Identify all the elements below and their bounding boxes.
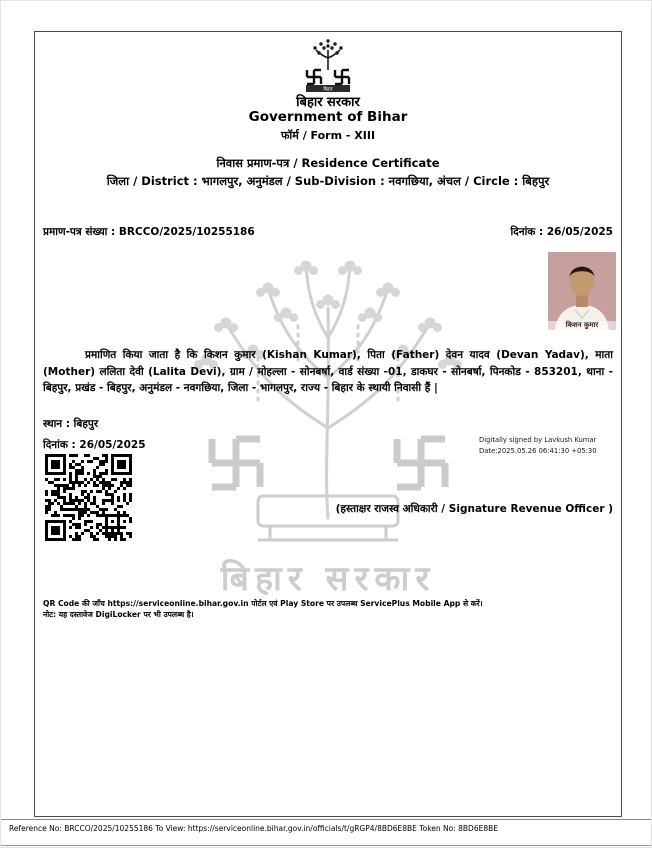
emblem-tree-trunk [316,50,340,70]
digital-signature-text [479,435,597,456]
signature-officer-label: (हस्ताक्षर राजस्व अधिकारी / Signature Revenue Officer ) [335,503,613,515]
swastika-icon [212,439,260,487]
certificate-number: प्रमाण-पत्र संख्या : BRCCO/2025/10255186 [43,226,255,238]
certificate-body-text: प्रमाणित किया जाता है कि किशन कुमार (Kishan Kumar), पिता (Father) देवन यादव (Devan Yadav), माता (Mother) ललिता देवी (Lalita Devi), ग्राम / मोहल्ला - सोनबर्षा, वार्ड संख्या -01, डाकघर - सोनबर्षा, पिनकोड - 853201, थाना - बिहपुर, प्रखंड - बिहपुर, अनुमंडल - नवगछिया, जिला - भागलपुर, राज्य - बिहार के स्थायी निवासी हैं | [43,349,613,394]
meta-row [43,225,613,239]
digilocker-note: नोट: यह दस्तावेज DigiLocker पर भी उपलब्ध है। [43,610,194,620]
reference-bar: Reference No: BRCCO/2025/10255186 To View: https://serviceonline.bihar.gov.in/officials/t/gRGP4/8BD6E8BE Token No: 8BD6E8BE [9,824,499,833]
bihar-emblem-logo [299,36,357,92]
page-bottom-edge [1,845,651,846]
certificate-title: निवास प्रमाण-पत्र / Residence Certificate [216,156,440,170]
applicant-portrait-image [548,252,616,330]
notes-block [43,598,613,621]
swastika-icon [397,439,445,487]
qr-verification-note: QR Code की जाँच https://serviceonline.bihar.gov.in पोर्टल एवं Play Store पर उपलब्ध ServicePlus Mobile App से करें। [43,599,483,608]
watermark-text: बिहार सरकार [220,559,436,599]
place-line: स्थान : बिहपुर [43,418,99,430]
applicant-photo-caption: किशन कुमार [548,321,616,330]
applicant-photo [548,252,616,330]
qr-code [43,452,135,544]
org-name-english: Government of Bihar [248,109,408,125]
emblem-ribbon-text: बिहार [323,87,333,92]
swastika-icon [335,70,349,84]
date-line: दिनांक : 26/05/2025 [43,439,146,451]
certificate-document [34,31,622,817]
issue-date: दिनांक : 26/05/2025 [510,226,613,238]
form-number-line: फॉर्म / Form - XIII [280,129,376,142]
digital-signature-line1: Digitally signed by Lavkush Kumar [479,436,597,444]
watermark-emblem [108,218,548,638]
footer-divider [1,819,651,820]
digital-signature-line2: Date:2025.05.26 06:41:30 +05:30 [479,446,597,455]
org-name-hindi: बिहार सरकार [296,95,360,110]
jurisdiction-line: जिला / District : भागलपुर, अनुमंडल / Sub-Division : नवगछिया, अंचल / Circle : बिहपुर [106,174,550,188]
swastika-icon [307,70,321,84]
